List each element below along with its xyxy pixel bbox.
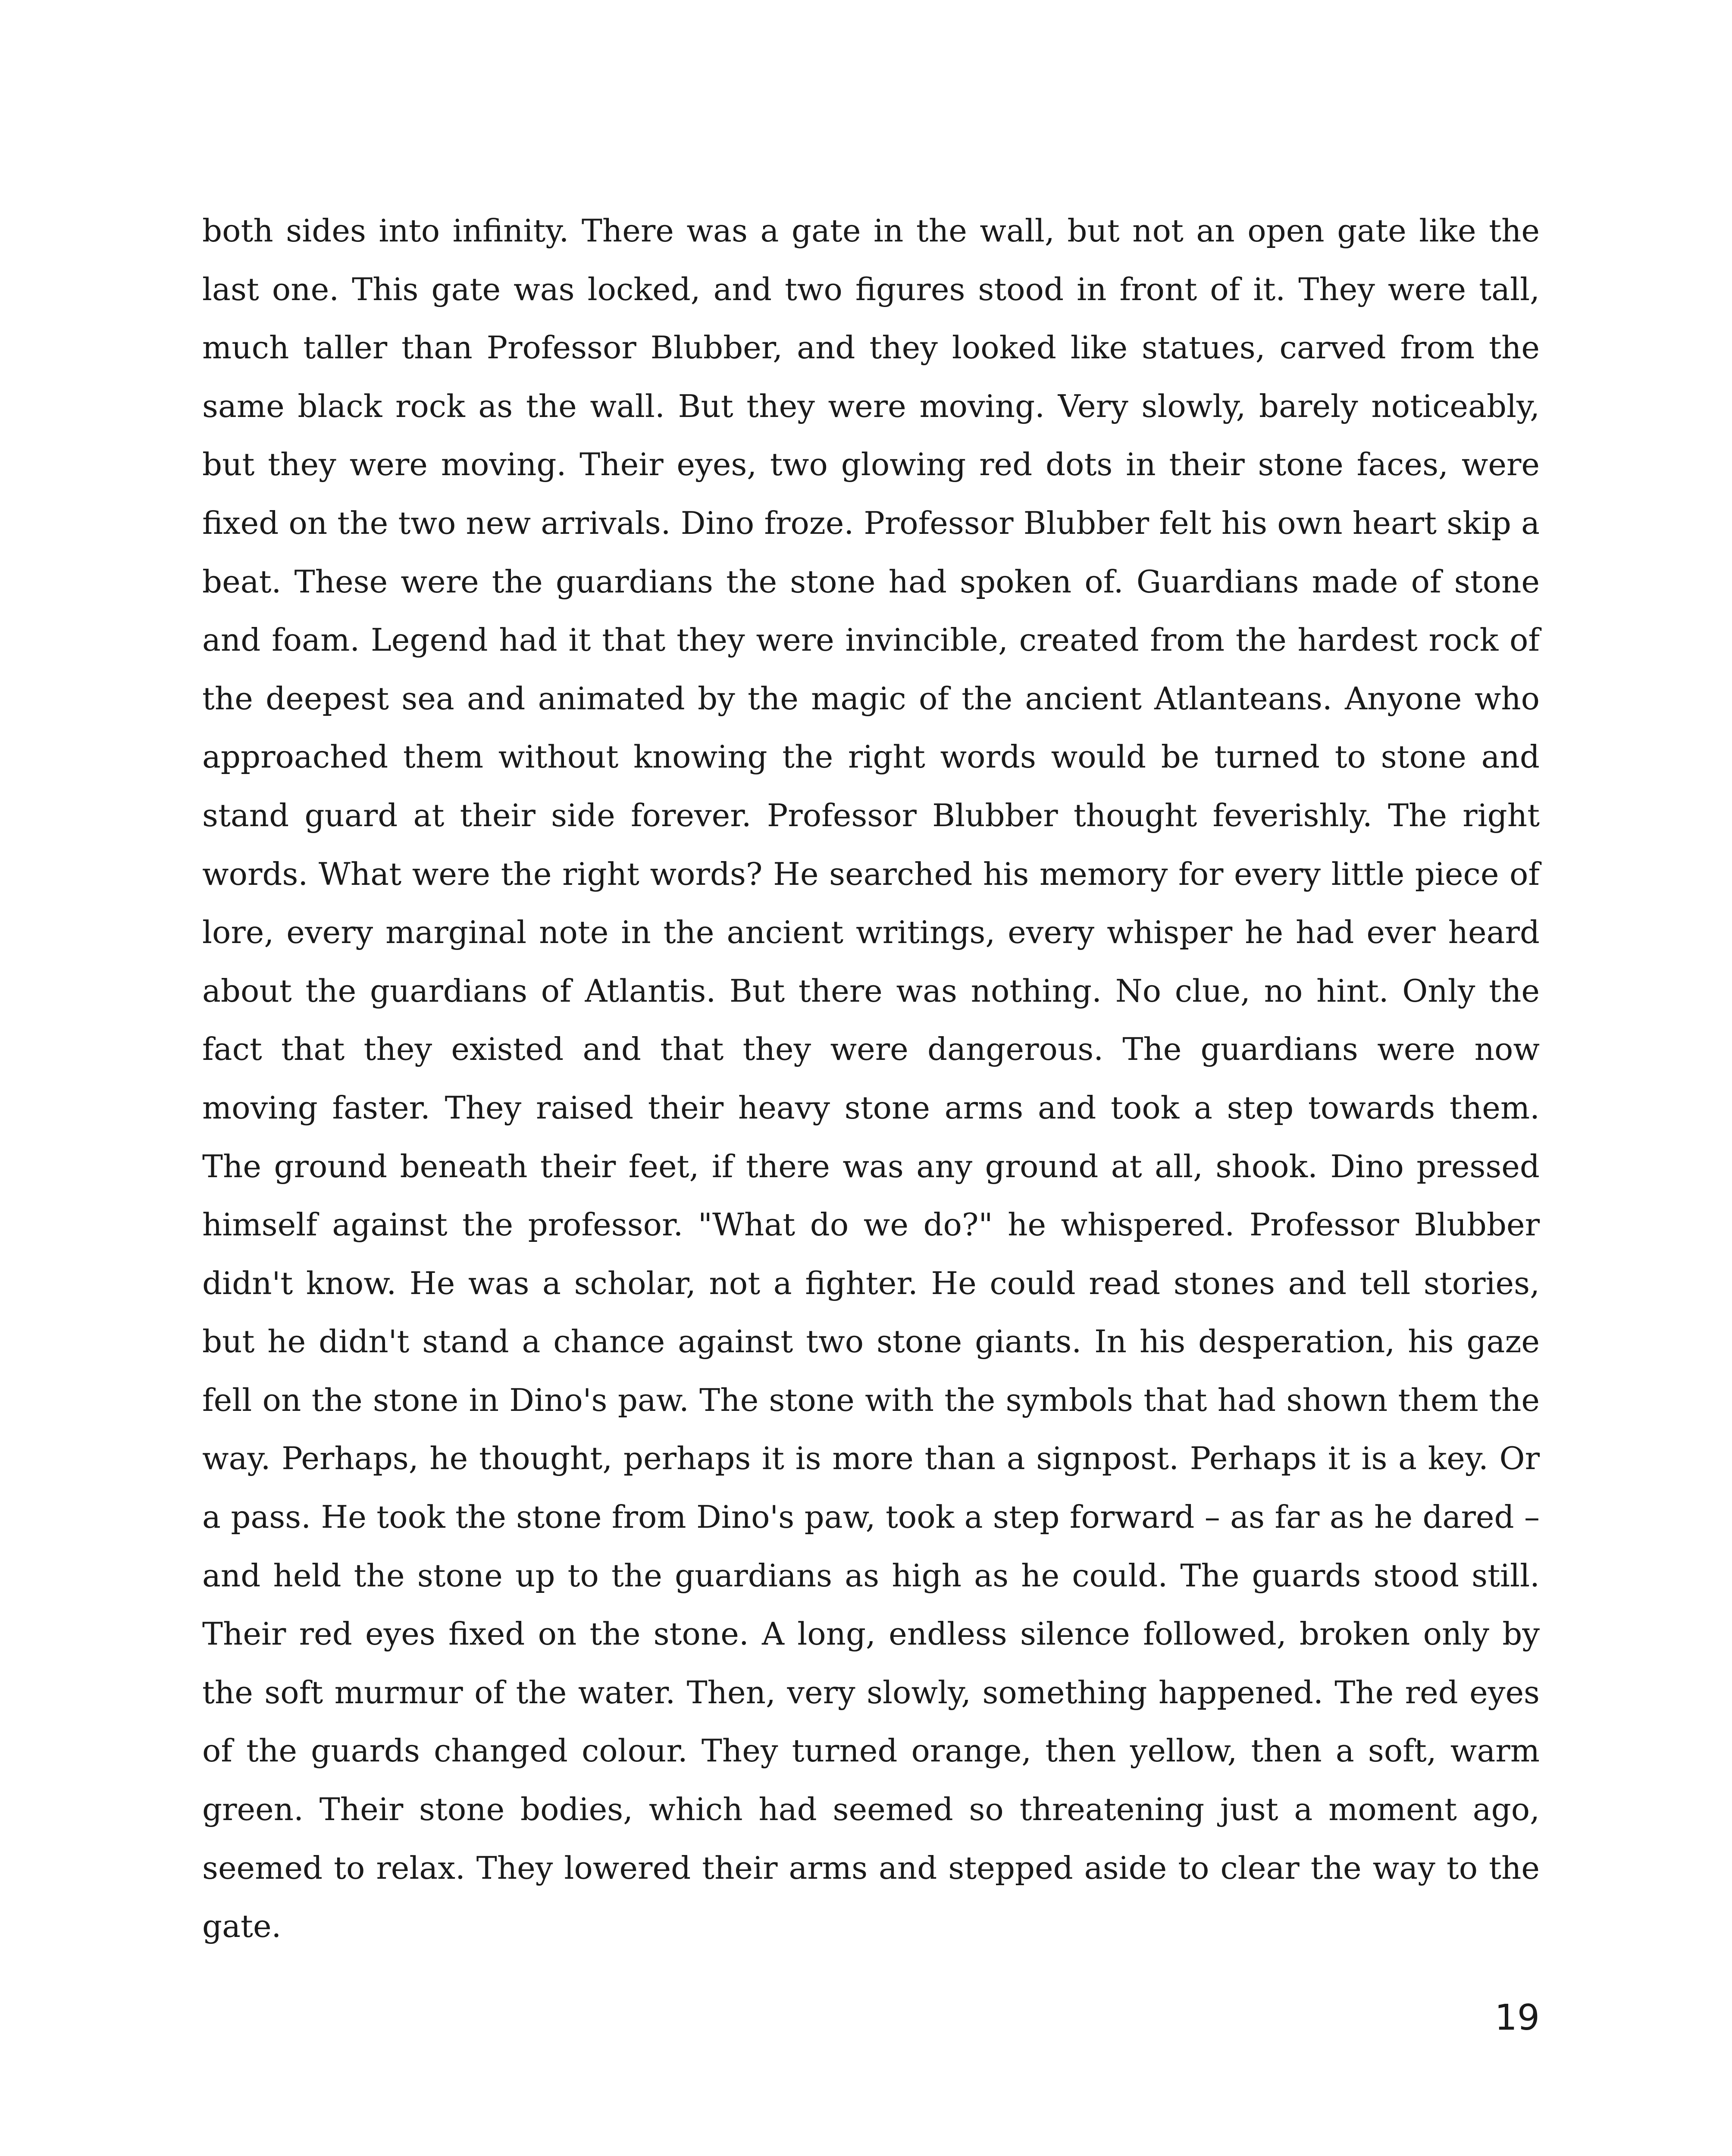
page-number: 19 bbox=[1494, 1997, 1540, 2038]
body-paragraph: both sides into infinity. There was a gate in the wall, but not an open gate like the last one. This gate was locked, and two figures stood in front of it. They were tall, much taller than Professor Blubber, and they looked like statues, carved from the same black rock as the wall. But they were moving. Very slowly, barely noticeably, but they were moving. Their eyes, two glowing red dots in their stone faces, were fixed on the two new arrivals. Dino froze. Professor Blubber felt his own heart skip a beat. These were the guardians the stone had spoken of. Guardians made of stone and foam. Legend had it that they were invincible, created from the hardest rock of the deepest sea and animated by the magic of the ancient Atlanteans. Anyone who approached them without knowing the right words would be turned to stone and stand guard at their side forever. Professor Blubber thought feverishly. The right words. What were the right words? He searched his memory for every little piece of lore, every marginal note in the ancient writings, every whisper he had ever heard about the guardians of Atlantis. But there was nothing. No clue, no hint. Only the fact that they existed and that they were dangerous. The guardians were now moving faster. They raised their heavy stone arms and took a step towards them. The ground beneath their feet, if there was any ground at all, shook. Dino pressed himself against the professor. "What do we do?" he whispered. Professor Blubber didn't know. He was a scholar, not a fighter. He could read stones and tell stories, but he didn't stand a chance against two stone giants. In his desperation, his gaze fell on the stone in Dino's paw. The stone with the symbols that had shown them the way. Perhaps, he thought, perhaps it is more than a signpost. Perhaps it is a key. Or a pass. He took the stone from Dino's paw, took a step forward – as far as he dared – and held the stone up to the guardians as high as he could. The guards stood still. Their red eyes fixed on the stone. A long, endless silence followed, broken only by the soft murmur of the water. Then, very slowly, something happened. The red eyes of the guards changed colour. They turned orange, then yellow, then a soft, warm green. Their stone bodies, which had seemed so threatening just a moment ago, seemed to relax. They lowered their arms and stepped aside to clear the way to the gate. bbox=[202, 213, 1540, 1945]
